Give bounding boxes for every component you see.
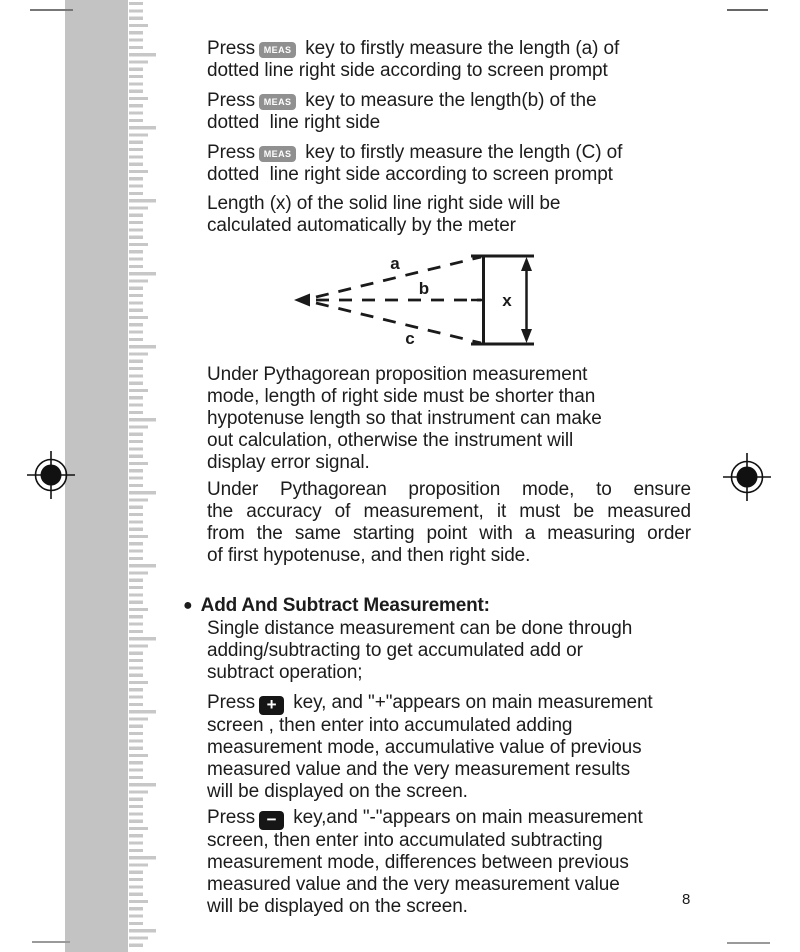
ruler-ticks-long <box>143 2 156 950</box>
crop-mark-top-right <box>727 9 768 11</box>
crop-mark-top-left <box>30 9 73 11</box>
step-text: measured value and the very measurement value <box>207 874 620 895</box>
step-press-minus <box>207 807 643 918</box>
note-text: Length (x) of the solid line right side will be <box>207 193 561 214</box>
add-subtract-heading-row <box>183 595 490 617</box>
step-text: Press <box>207 142 256 163</box>
note-text: subtract operation; <box>207 662 363 683</box>
step-measure-b <box>207 90 596 134</box>
note-text: mode, length of right side must be shorter than <box>207 386 596 407</box>
minus-key-icon: − <box>259 811 284 830</box>
step-press-plus <box>207 692 653 803</box>
note-text: Under Pythagorean proposition mode, to ensure <box>207 479 691 500</box>
note-text: Single distance measurement can be done through <box>207 618 633 639</box>
step-text: key to measure the length(b) of the <box>300 90 597 111</box>
step-line <box>207 807 643 830</box>
note-text: the accuracy of measurement, it must be measured <box>207 501 691 522</box>
step-text: measurement mode, accumulative value of previous <box>207 737 642 758</box>
step-line <box>207 90 596 112</box>
pythagorean-diagram <box>280 246 550 356</box>
step-text: Press <box>207 692 256 713</box>
meas-key-icon: MEAS <box>259 94 296 110</box>
note-text: out calculation, otherwise the instrument will <box>207 430 574 451</box>
note-text: display error signal. <box>207 452 370 473</box>
meas-key-icon: MEAS <box>259 42 296 58</box>
pythagorean-note-1 <box>207 364 602 474</box>
step-line <box>207 692 653 715</box>
note-text: Under Pythagorean proposition measurement <box>207 364 588 385</box>
crop-mark-bottom-left <box>32 941 70 943</box>
step-text: will be displayed on the screen. <box>207 896 468 917</box>
note-text: from the same starting point with a measuring order <box>207 523 691 544</box>
step-text: Press <box>207 90 256 111</box>
step-text: Press <box>207 807 256 828</box>
step-text: measured value and the very measurement results <box>207 759 631 780</box>
page-number: 8 <box>682 891 691 908</box>
crop-mark-bottom-right <box>727 942 770 944</box>
add-subtract-intro <box>207 618 632 684</box>
left-arrowhead-icon <box>294 294 310 307</box>
note-text: of first hypotenuse, and then right side. <box>207 545 531 566</box>
step-text: dotted line right side according to screen prompt <box>207 60 608 81</box>
registration-mark-icon-left <box>27 451 75 499</box>
registration-mark-icon-right <box>723 453 771 501</box>
arrow-up-icon <box>521 257 532 271</box>
step-text: key to firstly measure the length (C) of <box>300 142 623 163</box>
step-text: screen, then enter into accumulated subtracting <box>207 830 603 851</box>
label-x: x <box>502 291 512 310</box>
note-text: adding/subtracting to get accumulated add or <box>207 640 583 661</box>
dashed-line-c <box>316 303 481 343</box>
step-text: Press <box>207 38 256 59</box>
step-text: will be displayed on the screen. <box>207 781 468 802</box>
note-text: hypotenuse length so that instrument can make <box>207 408 602 429</box>
label-a: a <box>390 254 400 273</box>
step-text: key,and "-"appears on main measurement <box>288 807 643 828</box>
section-heading: Add And Subtract Measurement: <box>200 595 490 616</box>
meas-key-icon: MEAS <box>259 146 296 162</box>
step-text: dotted line right side <box>207 112 381 133</box>
plus-key-icon: + <box>259 696 284 715</box>
label-c: c <box>405 329 415 348</box>
label-b: b <box>418 279 430 298</box>
ruler-ticks-short <box>129 2 143 950</box>
step-text: dotted line right side according to screen prompt <box>207 164 613 185</box>
arrow-down-icon <box>521 329 532 343</box>
step-line <box>207 142 622 164</box>
step-measure-c <box>207 142 622 186</box>
pythagorean-note-2 <box>207 479 691 567</box>
step-text: screen , then enter into accumulated adding <box>207 715 573 736</box>
step-text: key to firstly measure the length (a) of <box>300 38 620 59</box>
step-line <box>207 38 619 60</box>
step-text: measurement mode, differences between previous <box>207 852 629 873</box>
auto-calc-note <box>207 193 560 237</box>
step-measure-a <box>207 38 619 82</box>
note-text: calculated automatically by the meter <box>207 215 516 236</box>
step-text: key, and "+"appears on main measurement <box>288 692 653 713</box>
bullet-icon: ● <box>183 597 193 614</box>
